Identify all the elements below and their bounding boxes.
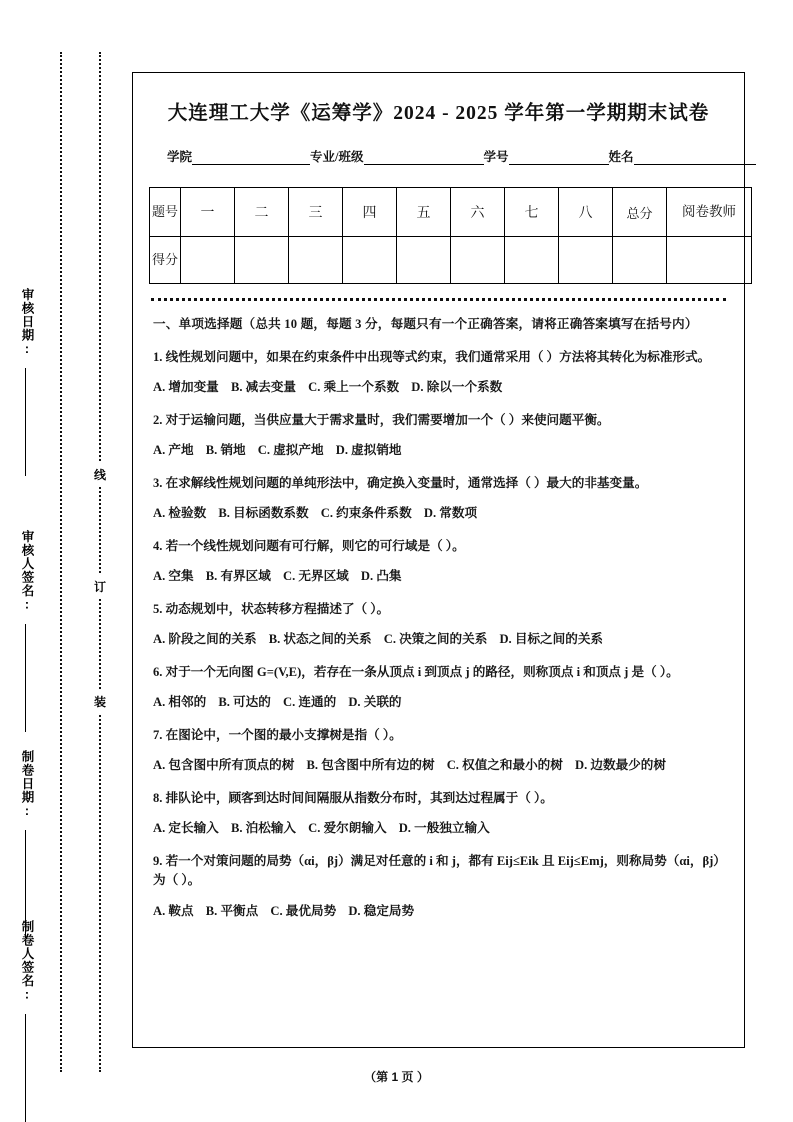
- question-options-9: [153, 902, 724, 922]
- option-9-a[interactable]: A. 鞍点: [153, 903, 194, 918]
- option-2-a[interactable]: A. 产地: [153, 443, 194, 458]
- question-options-3: [153, 504, 724, 524]
- question-options-7: [153, 756, 724, 776]
- score-cell-8[interactable]: [559, 237, 613, 284]
- score-cell-teacher[interactable]: [667, 237, 752, 284]
- seam-char-2: 装: [89, 690, 111, 713]
- question-stem-7: 7. 在图论中，一个图的最小支撑树是指（ ）。: [153, 727, 402, 742]
- option-6-a[interactable]: A. 相邻的: [153, 695, 207, 710]
- option-3-b[interactable]: B. 目标函数系数: [218, 506, 309, 521]
- student-info-row: [167, 147, 720, 165]
- question-options-5: [153, 630, 724, 650]
- margin-label-rule-0: [18, 364, 32, 476]
- option-8-c[interactable]: C. 爱尔朗输入: [308, 821, 387, 836]
- field-major-class-label: 专业/班级: [310, 150, 364, 164]
- column-header-4: 四: [343, 188, 397, 237]
- option-7-b[interactable]: B. 包含图中所有边的树: [306, 758, 435, 773]
- binding-margin: [18, 60, 60, 1060]
- question-stem-9: 9. 若一个对策问题的局势（αi，βj）满足对任意的 i 和 j，都有 Eij≤Eik 且 Eij≤Emj，则称局势（αi，βj）为（ ）。: [153, 853, 720, 888]
- option-6-d[interactable]: D. 关联的: [348, 695, 402, 710]
- option-1-b[interactable]: B. 减去变量: [230, 380, 297, 395]
- table-row-question-numbers: [150, 188, 752, 237]
- field-college: [167, 147, 310, 165]
- option-5-c[interactable]: C. 决策之间的关系: [383, 632, 488, 647]
- column-header-7: 七: [505, 188, 559, 237]
- option-4-d[interactable]: D. 凸集: [360, 569, 402, 584]
- score-cell-7[interactable]: [505, 237, 559, 284]
- score-cell-4[interactable]: [343, 237, 397, 284]
- row-label-question-number: 题号: [150, 188, 181, 237]
- question-stem-8: 8. 排队论中，顾客到达时间间隔服从指数分布时，其到达过程属于（ ）。: [153, 790, 553, 805]
- column-header-teacher: 阅卷教师: [667, 188, 752, 237]
- margin-label-1: 审核人签名:: [20, 530, 34, 613]
- column-header-total: 总分: [613, 188, 667, 237]
- field-name-input[interactable]: [634, 151, 756, 165]
- question-options-4: [153, 567, 724, 587]
- question-options-8: [153, 819, 724, 839]
- option-8-a[interactable]: A. 定长输入: [153, 821, 219, 836]
- score-cell-total[interactable]: [613, 237, 667, 284]
- section-heading: 一、单项选择题（总共 10 题，每题 3 分，每题只有一个正确答案，请将正确答案填写在括号内）: [153, 317, 698, 331]
- option-7-c[interactable]: C. 权值之和最小的树: [446, 758, 563, 773]
- margin-dotted-line-inner: [99, 52, 101, 1072]
- option-9-d[interactable]: D. 稳定局势: [348, 903, 415, 918]
- score-table-body: [150, 188, 752, 284]
- exam-sheet: [132, 72, 745, 1048]
- question-stem-6: 6. 对于一个无向图 G=(V,E)，若存在一条从顶点 i 到顶点 j 的路径，则称顶点 i 和顶点 j 是（ ）。: [153, 664, 679, 679]
- column-header-2: 二: [235, 188, 289, 237]
- field-student-id-input[interactable]: [509, 151, 609, 165]
- score-cell-5[interactable]: [397, 237, 451, 284]
- field-name: [609, 147, 756, 165]
- column-header-1: 一: [181, 188, 235, 237]
- question-stem-2: 2. 对于运输问题，当供应量大于需求量时，我们需要增加一个（ ）来使问题平衡。: [153, 412, 610, 427]
- score-cell-6[interactable]: [451, 237, 505, 284]
- question-stem-5: 5. 动态规划中，状态转移方程描述了（ ）。: [153, 601, 390, 616]
- option-6-c[interactable]: C. 连通的: [282, 695, 337, 710]
- option-7-d[interactable]: D. 边数最少的树: [575, 758, 666, 773]
- field-name-label: 姓名: [608, 150, 634, 164]
- score-cell-2[interactable]: [235, 237, 289, 284]
- margin-label-3: 制卷人签名:: [20, 920, 34, 1003]
- question-stem-4: 4. 若一个线性规划问题有可行解，则它的可行域是（ ）。: [153, 538, 465, 553]
- option-9-c[interactable]: C. 最优局势: [270, 903, 337, 918]
- option-2-d[interactable]: D. 虚拟销地: [335, 443, 402, 458]
- question-options-1: [153, 378, 724, 398]
- option-2-b[interactable]: B. 销地: [205, 443, 246, 458]
- option-3-c[interactable]: C. 约束条件系数: [320, 506, 412, 521]
- field-major-class: [310, 147, 483, 165]
- margin-label-rule-3: [18, 1010, 32, 1122]
- option-1-a[interactable]: A. 增加变量: [153, 380, 219, 395]
- option-5-d[interactable]: D. 目标之间的关系: [499, 632, 604, 647]
- option-4-c[interactable]: C. 无界区域: [282, 569, 349, 584]
- question-stem-3: 3. 在求解线性规划问题的单纯形法中，确定换入变量时，通常选择（ ）最大的非基变量。: [153, 475, 648, 490]
- margin-label-rule-1: [18, 620, 32, 732]
- option-3-a[interactable]: A. 检验数: [153, 506, 207, 521]
- question-options-2: [153, 441, 724, 461]
- field-college-label: 学院: [167, 150, 193, 164]
- score-table: [149, 187, 752, 284]
- option-4-a[interactable]: A. 空集: [153, 569, 194, 584]
- option-6-b[interactable]: B. 可达的: [218, 695, 271, 710]
- option-8-b[interactable]: B. 泊松输入: [230, 821, 297, 836]
- option-7-a[interactable]: A. 包含图中所有顶点的树: [153, 758, 295, 773]
- field-college-input[interactable]: [192, 151, 310, 165]
- column-header-8: 八: [559, 188, 613, 237]
- option-3-d[interactable]: D. 常数项: [423, 506, 478, 521]
- option-8-d[interactable]: D. 一般独立输入: [398, 821, 490, 836]
- option-2-c[interactable]: C. 虚拟产地: [257, 443, 324, 458]
- score-cell-3[interactable]: [289, 237, 343, 284]
- column-header-5: 五: [397, 188, 451, 237]
- section-divider: [151, 298, 726, 301]
- question-options-6: [153, 693, 724, 713]
- option-4-b[interactable]: B. 有界区域: [205, 569, 271, 584]
- question-stem-1: 1. 线性规划问题中，如果在约束条件中出现等式约束，我们通常采用（ ）方法将其转化为标准形式。: [153, 349, 711, 364]
- margin-label-0: 审核日期:: [20, 288, 34, 357]
- question-body: [153, 315, 724, 921]
- margin-label-2: 制卷日期:: [20, 750, 34, 819]
- row-label-score: 得分: [150, 237, 181, 284]
- option-1-d[interactable]: D. 除以一个系数: [411, 380, 503, 395]
- seam-char-1: 订: [89, 575, 111, 598]
- field-student-id-label: 学号: [483, 150, 509, 164]
- option-5-a[interactable]: A. 阶段之间的关系: [153, 632, 257, 647]
- score-cell-1[interactable]: [181, 237, 235, 284]
- page-title: 大连理工大学《运筹学》2024 - 2025 学年第一学期期末试卷: [167, 103, 710, 124]
- page-footer: （第 1 页 ）: [364, 1070, 429, 1084]
- option-5-b[interactable]: B. 状态之间的关系: [268, 632, 372, 647]
- field-major-class-input[interactable]: [364, 151, 484, 165]
- margin-dotted-line-outer: [60, 52, 62, 1072]
- seam-char-0: 线: [89, 463, 111, 486]
- option-9-b[interactable]: B. 平衡点: [205, 903, 259, 918]
- column-header-3: 三: [289, 188, 343, 237]
- field-student-id: [484, 147, 609, 165]
- option-1-c[interactable]: C. 乘上一个系数: [308, 380, 400, 395]
- column-header-6: 六: [451, 188, 505, 237]
- table-row-scores: [150, 237, 752, 284]
